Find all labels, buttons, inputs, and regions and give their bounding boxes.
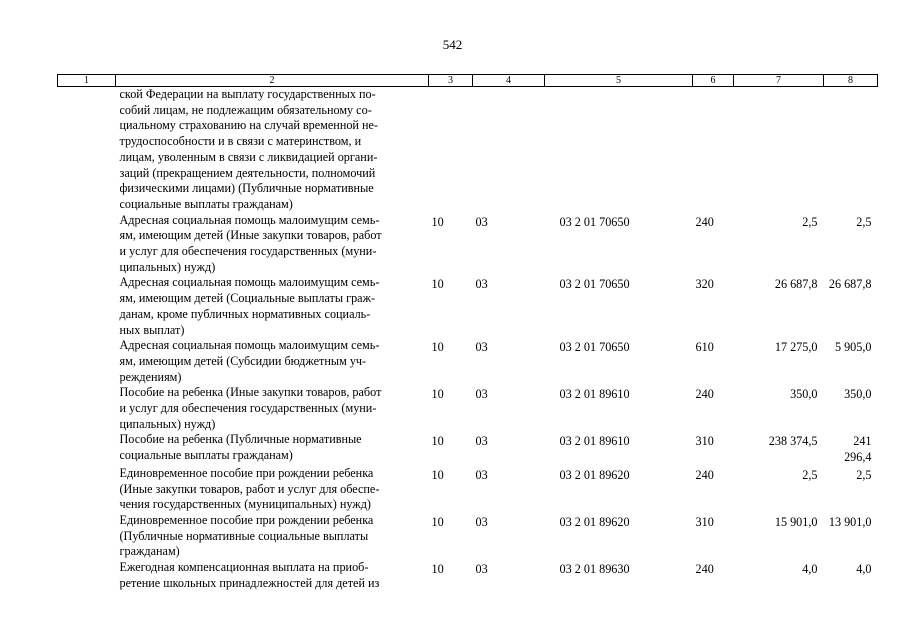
header-col-1: 1 [58, 75, 116, 87]
row-subsection: 03 [475, 562, 488, 577]
row-expense-type: 240 [695, 562, 714, 577]
row-name [116, 385, 429, 432]
row-amount-year1: 238 374,5 [768, 434, 818, 449]
row-amount-year1: 2,5 [802, 467, 818, 482]
row-name-line: заций (прекращением деятельности, полномочий [119, 165, 376, 180]
row-name-line: чения государственных (муниципальных) нужд) [119, 497, 371, 512]
row-name-line: Адресная социальная помощь малоимущим семь- [119, 338, 380, 353]
table-row [58, 432, 878, 465]
row-name [116, 275, 429, 338]
row-col-1 [58, 338, 116, 385]
row-name-line: собий лицам, не подлежащим обязательному со- [119, 102, 372, 117]
row-target-article: 03 2 01 89620 [559, 467, 630, 482]
table-row [58, 338, 878, 385]
row-name-line: Адресная социальная помощь малоимущим семь- [119, 275, 380, 290]
row-name-line: гражданам) [119, 544, 180, 559]
table-row [58, 213, 878, 276]
row-subsection: 03 [475, 340, 488, 355]
row-subsection: 03 [475, 277, 488, 292]
row-col-1 [58, 432, 116, 465]
header-col-6: 6 [693, 75, 734, 87]
budget-table [57, 74, 878, 592]
row-col-1 [58, 385, 116, 432]
row-target-article: 03 2 01 89610 [559, 434, 630, 449]
row-name-line: ретение школьных принадлежностей для детей из [119, 575, 380, 590]
header-col-7: 7 [734, 75, 824, 87]
row-name-line: Адресная социальная помощь малоимущим семь- [119, 212, 380, 227]
row-subsection: 03 [475, 214, 488, 229]
row-target-article: 03 2 01 70650 [559, 340, 630, 355]
row-name-line: Ежегодная компенсационная выплата на приоб- [119, 560, 369, 575]
row-name [116, 432, 429, 465]
table-row [58, 275, 878, 338]
row-col-1 [58, 466, 116, 513]
header-col-8: 8 [824, 75, 878, 87]
row-amount-year1: 17 275,0 [774, 340, 818, 355]
row-name [116, 213, 429, 276]
row-name [116, 87, 429, 213]
row-section: 10 [431, 434, 444, 449]
row-amount-year1: 4,0 [802, 562, 818, 577]
row-section: 10 [431, 214, 444, 229]
row-name-line: ям, имеющим детей (Иные закупки товаров, работ [119, 228, 382, 243]
row-amount-year2 [824, 87, 878, 213]
row-section: 10 [431, 467, 444, 482]
row-section: 10 [431, 340, 444, 355]
table-body [58, 87, 878, 592]
row-col-1 [58, 560, 116, 591]
row-amount-year2: 2,5 [856, 214, 872, 229]
row-name-line: реждениям) [119, 369, 182, 384]
table-row [58, 513, 878, 560]
row-expense-type: 310 [695, 514, 714, 529]
row-amount-year2: 241 296,4 [844, 434, 872, 465]
row-subsection [473, 87, 545, 213]
row-name [116, 338, 429, 385]
row-name-line: циальному страхованию на случай временной не- [119, 118, 378, 133]
row-target-article [545, 87, 693, 213]
table-row [58, 466, 878, 513]
row-name-line: данам, кроме публичных нормативных социаль- [119, 306, 371, 321]
row-amount-year1: 26 687,8 [774, 277, 818, 292]
header-row [58, 75, 878, 87]
row-name-line: ской Федерации на выплату государственных по- [119, 87, 376, 101]
row-amount-year1: 2,5 [802, 214, 818, 229]
row-amount-year2: 13 901,0 [828, 514, 872, 529]
row-amount-year1 [734, 87, 824, 213]
header-col-4: 4 [473, 75, 545, 87]
table-row [58, 87, 878, 213]
table-row [58, 385, 878, 432]
row-name [116, 466, 429, 513]
row-name-line: ципальных) нужд) [119, 259, 216, 274]
row-col-1 [58, 275, 116, 338]
row-col-1 [58, 213, 116, 276]
row-col-1 [58, 513, 116, 560]
row-name-line: социальные выплаты гражданам) [119, 448, 293, 463]
row-amount-year2: 5 905,0 [834, 340, 872, 355]
row-name-line: физическими лицами) (Публичные нормативные [119, 181, 374, 196]
row-subsection: 03 [475, 434, 488, 449]
row-expense-type: 320 [695, 277, 714, 292]
row-target-article: 03 2 01 89630 [559, 562, 630, 577]
row-section: 10 [431, 387, 444, 402]
row-amount-year2: 26 687,8 [828, 277, 872, 292]
row-expense-type: 610 [695, 340, 714, 355]
row-expense-type: 240 [695, 387, 714, 402]
row-subsection: 03 [475, 514, 488, 529]
row-section: 10 [431, 562, 444, 577]
row-name-line: социальные выплаты гражданам) [119, 196, 293, 211]
row-target-article: 03 2 01 70650 [559, 214, 630, 229]
row-subsection: 03 [475, 387, 488, 402]
row-subsection: 03 [475, 467, 488, 482]
row-amount-year1: 15 901,0 [774, 514, 818, 529]
row-target-article: 03 2 01 89620 [559, 514, 630, 529]
row-amount-year2: 4,0 [856, 562, 872, 577]
row-name-line: (Иные закупки товаров, работ и услуг для обеспе- [119, 481, 380, 496]
row-amount-year2: 2,5 [856, 467, 872, 482]
row-section: 10 [431, 277, 444, 292]
row-expense-type: 310 [695, 434, 714, 449]
row-name-line: ципальных) нужд) [119, 416, 216, 431]
header-col-5: 5 [545, 75, 693, 87]
row-amount-year2: 350,0 [844, 387, 872, 402]
row-col-1 [58, 87, 116, 213]
row-name [116, 513, 429, 560]
row-section [429, 87, 473, 213]
row-name-line: Пособие на ребенка (Иные закупки товаров, работ [119, 385, 382, 400]
page-number: 542 [442, 37, 463, 52]
row-name-line: Пособие на ребенка (Публичные нормативные [119, 432, 362, 447]
row-name-line: и услуг для обеспечения государственных (муни- [119, 244, 377, 259]
row-expense-type: 240 [695, 214, 714, 229]
row-target-article: 03 2 01 89610 [559, 387, 630, 402]
table-row [58, 560, 878, 591]
header-col-2: 2 [116, 75, 429, 87]
row-section: 10 [431, 514, 444, 529]
row-name-line: трудоспособности и в связи с материнством, и [119, 134, 362, 149]
row-target-article: 03 2 01 70650 [559, 277, 630, 292]
header-col-3: 3 [429, 75, 473, 87]
row-name-line: ям, имеющим детей (Социальные выплаты граж- [119, 291, 376, 306]
row-name-line: и услуг для обеспечения государственных (муни- [119, 401, 377, 416]
row-name-line: лицам, уволенным в связи с ликвидацией органи- [119, 149, 378, 164]
row-name-line: ям, имеющим детей (Субсидии бюджетным уч- [119, 353, 367, 368]
row-expense-type: 240 [695, 467, 714, 482]
row-name-line: Единовременное пособие при рождении ребенка [119, 512, 374, 527]
row-expense-type [693, 87, 734, 213]
row-amount-year1: 350,0 [790, 387, 818, 402]
row-name-line: (Публичные нормативные социальные выплаты [119, 528, 369, 543]
row-name-line: Единовременное пособие при рождении ребенка [119, 465, 374, 480]
row-name-line: ных выплат) [119, 322, 185, 337]
row-name [116, 560, 429, 591]
